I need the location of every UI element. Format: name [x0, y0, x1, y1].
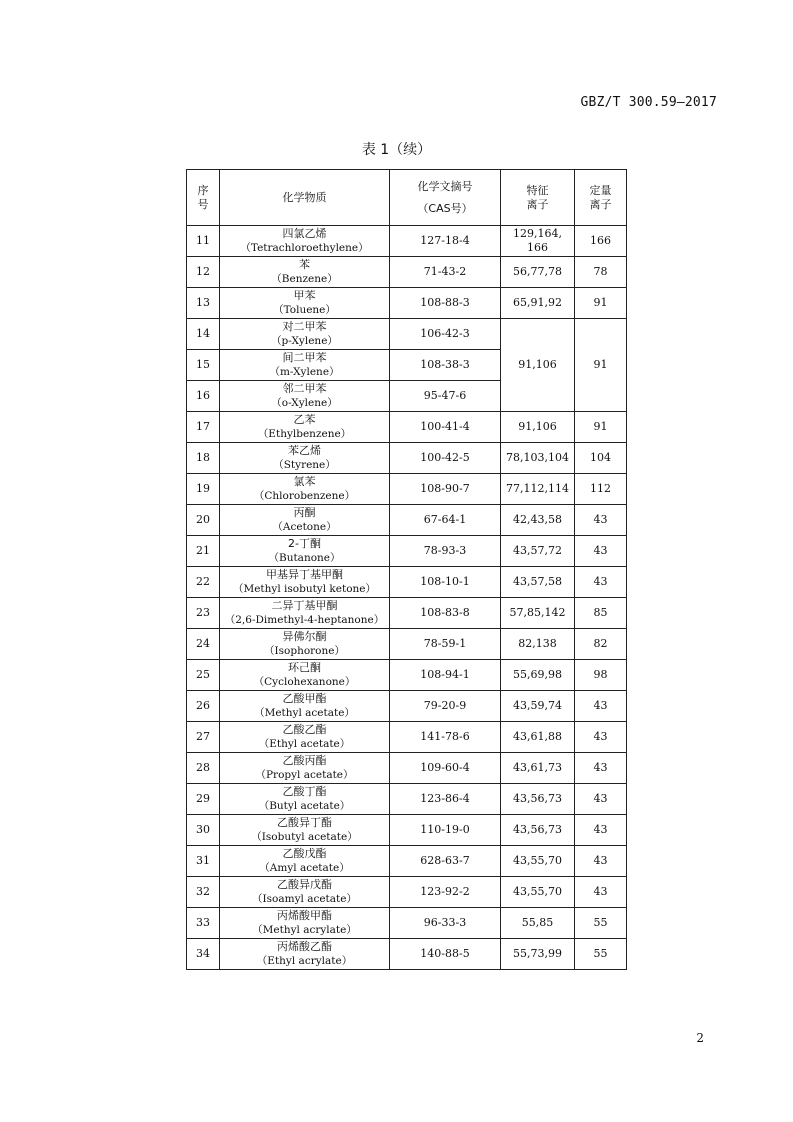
- substance-cn: 邻二甲苯: [282, 382, 327, 395]
- table-row: [187, 288, 627, 319]
- char-ions-line1: 129,164,: [513, 227, 562, 240]
- cas-cell: 108-83-8: [390, 598, 501, 629]
- header-cas-line2: （CAS号）: [417, 201, 473, 215]
- substance-cn: 甲基异丁基甲酮: [266, 568, 343, 581]
- substance-cell: [220, 381, 390, 412]
- substance-cn: 四氯乙烯: [282, 227, 327, 240]
- cas-cell: 100-41-4: [390, 412, 501, 443]
- substance-cell: [220, 877, 390, 908]
- table-row: [187, 567, 627, 598]
- substance-cn: 苯乙烯: [288, 444, 321, 457]
- seq-cell: 25: [187, 660, 220, 691]
- quant-ion-cell: 43: [575, 722, 627, 753]
- substance-cell: [220, 319, 390, 350]
- substance-cell: [220, 443, 390, 474]
- substance-cell: [220, 598, 390, 629]
- char-ions-cell: 55,69,98: [501, 660, 575, 691]
- seq-cell: 14: [187, 319, 220, 350]
- substance-en: （Tetrachloroethylene）: [240, 242, 369, 254]
- cas-cell: 628-63-7: [390, 846, 501, 877]
- header-seq-line2: 号: [197, 197, 209, 211]
- substance-cell: [220, 288, 390, 319]
- table-row: [187, 908, 627, 939]
- substance-cell: [220, 257, 390, 288]
- seq-cell: 27: [187, 722, 220, 753]
- substance-cell: [220, 815, 390, 846]
- substance-en: （Ethyl acetate）: [258, 738, 351, 750]
- char-ions-cell: 43,61,73: [501, 753, 575, 784]
- cas-cell: 100-42-5: [390, 443, 501, 474]
- table-row: [187, 753, 627, 784]
- table-row: [187, 598, 627, 629]
- seq-cell: 19: [187, 474, 220, 505]
- table-row: [187, 784, 627, 815]
- quant-ion-cell: 55: [575, 908, 627, 939]
- substance-en: （Chlorobenzene）: [253, 490, 356, 502]
- quant-ion-cell: 112: [575, 474, 627, 505]
- quant-ion-cell: 82: [575, 629, 627, 660]
- seq-cell: 17: [187, 412, 220, 443]
- cas-cell: 71-43-2: [390, 257, 501, 288]
- substance-cn: 氯苯: [293, 475, 316, 488]
- char-ions-cell: 78,103,104: [501, 443, 575, 474]
- seq-cell: 18: [187, 443, 220, 474]
- substance-cn: 丙烯酸甲酯: [277, 909, 332, 922]
- cas-cell: 127-18-4: [390, 226, 501, 257]
- quant-ion-cell: 91: [575, 319, 627, 412]
- substance-cell: [220, 226, 390, 257]
- substance-cell: [220, 474, 390, 505]
- char-ions-cell: 43,59,74: [501, 691, 575, 722]
- char-ions-cell: 91,106: [501, 319, 575, 412]
- cas-cell: 109-60-4: [390, 753, 501, 784]
- cas-cell: 123-86-4: [390, 784, 501, 815]
- quant-ion-cell: 91: [575, 288, 627, 319]
- char-ions-cell: 43,55,70: [501, 846, 575, 877]
- table-row: [187, 474, 627, 505]
- chemical-table: [186, 169, 627, 970]
- cas-cell: 95-47-6: [390, 381, 501, 412]
- header-cas-line1: 化学文摘号: [417, 179, 473, 193]
- substance-en: （Amyl acetate）: [259, 862, 350, 874]
- substance-cn: 乙酸甲酯: [282, 692, 327, 705]
- substance-cn: 乙酸异丁酯: [277, 816, 332, 829]
- quant-ion-cell: 43: [575, 815, 627, 846]
- header-char-ions: [501, 170, 575, 226]
- char-ions-cell: 91,106: [501, 412, 575, 443]
- table-row: [187, 412, 627, 443]
- seq-cell: 22: [187, 567, 220, 598]
- substance-cn: 乙苯: [293, 413, 316, 426]
- table-row: [187, 939, 627, 970]
- quant-ion-cell: 166: [575, 226, 627, 257]
- substance-cn: 乙酸异戊酯: [277, 878, 332, 891]
- char-ions-cell: 77,112,114: [501, 474, 575, 505]
- substance-cn: 间二甲苯: [282, 351, 327, 364]
- header-cas: [390, 170, 501, 226]
- substance-cell: [220, 939, 390, 970]
- substance-cn: 2-丁酮: [288, 537, 321, 550]
- substance-cn: 丙烯酸乙酯: [277, 940, 332, 953]
- substance-en: （Styrene）: [273, 459, 336, 471]
- table-row: [187, 877, 627, 908]
- substance-cn: 乙酸丙酯: [282, 754, 327, 767]
- substance-cell: [220, 350, 390, 381]
- substance-cell: [220, 908, 390, 939]
- seq-cell: 30: [187, 815, 220, 846]
- seq-cell: 21: [187, 536, 220, 567]
- char-ions-cell: 43,57,72: [501, 536, 575, 567]
- cas-cell: 108-88-3: [390, 288, 501, 319]
- substance-en: （Benzene）: [271, 273, 338, 285]
- substance-en: （o-Xylene）: [271, 397, 338, 409]
- substance-en: （p-Xylene）: [271, 335, 338, 347]
- char-ions-cell: 55,73,99: [501, 939, 575, 970]
- substance-en: （Toluene）: [273, 304, 336, 316]
- char-ions-cell: 56,77,78: [501, 257, 575, 288]
- table-title: 表 1（续）: [361, 142, 432, 158]
- quant-ion-cell: 98: [575, 660, 627, 691]
- header-substance: 化学物质: [220, 170, 390, 226]
- table-row: [187, 846, 627, 877]
- seq-cell: 34: [187, 939, 220, 970]
- substance-en: （Methyl acrylate）: [252, 924, 357, 936]
- char-ions-cell: 43,56,73: [501, 784, 575, 815]
- substance-cell: [220, 536, 390, 567]
- char-ions-cell: 42,43,58: [501, 505, 575, 536]
- quant-ion-cell: 85: [575, 598, 627, 629]
- quant-ion-cell: 104: [575, 443, 627, 474]
- quant-ion-cell: 43: [575, 567, 627, 598]
- page-number: 2: [696, 1031, 704, 1045]
- substance-en: （m-Xylene）: [269, 366, 340, 378]
- table-row: [187, 815, 627, 846]
- table-row: [187, 443, 627, 474]
- substance-en: （Isophorone）: [264, 645, 345, 657]
- cas-cell: 108-94-1: [390, 660, 501, 691]
- seq-cell: 29: [187, 784, 220, 815]
- char-ions-cell: 57,85,142: [501, 598, 575, 629]
- substance-cn: 苯: [299, 258, 310, 271]
- header-char-line2: 离子: [526, 197, 549, 211]
- char-ions-cell: 65,91,92: [501, 288, 575, 319]
- char-ions-cell: 43,55,70: [501, 877, 575, 908]
- substance-en: （Butyl acetate）: [258, 800, 351, 812]
- substance-cn: 乙酸乙酯: [282, 723, 327, 736]
- header-seq: [187, 170, 220, 226]
- quant-ion-cell: 43: [575, 877, 627, 908]
- seq-cell: 12: [187, 257, 220, 288]
- seq-cell: 33: [187, 908, 220, 939]
- table-row: [187, 629, 627, 660]
- substance-cell: [220, 505, 390, 536]
- char-ions-cell: 55,85: [501, 908, 575, 939]
- substance-en: （Acetone）: [272, 521, 337, 533]
- seq-cell: 26: [187, 691, 220, 722]
- substance-en: （2,6-Dimethyl-4-heptanone）: [224, 614, 385, 626]
- cas-cell: 123-92-2: [390, 877, 501, 908]
- substance-cell: [220, 753, 390, 784]
- char-ions-cell: 43,57,58: [501, 567, 575, 598]
- char-ions-line2: 166: [527, 241, 548, 254]
- substance-cell: [220, 629, 390, 660]
- header-seq-line1: 序: [197, 183, 209, 197]
- quant-ion-cell: 43: [575, 536, 627, 567]
- table-row: [187, 505, 627, 536]
- quant-ion-cell: 78: [575, 257, 627, 288]
- cas-cell: 106-42-3: [390, 319, 501, 350]
- char-ions-cell: 43,61,88: [501, 722, 575, 753]
- substance-cell: [220, 660, 390, 691]
- substance-cn: 乙酸戊酯: [282, 847, 327, 860]
- char-ions-cell: 43,56,73: [501, 815, 575, 846]
- substance-cn: 环己酮: [288, 661, 321, 674]
- quant-ion-cell: 43: [575, 691, 627, 722]
- substance-en: （Cyclohexanone）: [253, 676, 356, 688]
- substance-cell: [220, 784, 390, 815]
- substance-cn: 二异丁基甲酮: [271, 599, 338, 612]
- substance-en: （Methyl isobutyl ketone）: [232, 583, 377, 595]
- cas-cell: 78-59-1: [390, 629, 501, 660]
- char-ions-cell: [501, 226, 575, 257]
- cas-cell: 110-19-0: [390, 815, 501, 846]
- quant-ion-cell: 55: [575, 939, 627, 970]
- seq-cell: 11: [187, 226, 220, 257]
- substance-cn: 乙酸丁酯: [282, 785, 327, 798]
- seq-cell: 24: [187, 629, 220, 660]
- seq-cell: 28: [187, 753, 220, 784]
- table-row: [187, 226, 627, 257]
- substance-cell: [220, 567, 390, 598]
- seq-cell: 15: [187, 350, 220, 381]
- substance-en: （Ethyl acrylate）: [256, 955, 353, 967]
- substance-cell: [220, 846, 390, 877]
- substance-cell: [220, 412, 390, 443]
- cas-cell: 96-33-3: [390, 908, 501, 939]
- cas-cell: 140-88-5: [390, 939, 501, 970]
- cas-cell: 108-10-1: [390, 567, 501, 598]
- seq-cell: 31: [187, 846, 220, 877]
- substance-en: （Methyl acetate）: [254, 707, 355, 719]
- table-header-row: [187, 170, 627, 226]
- seq-cell: 23: [187, 598, 220, 629]
- table-row: [187, 536, 627, 567]
- table-row: [187, 319, 627, 350]
- cas-cell: 108-90-7: [390, 474, 501, 505]
- quant-ion-cell: 43: [575, 505, 627, 536]
- substance-cn: 异佛尔酮: [282, 630, 327, 643]
- document-code: GBZ/T 300.59—2017: [580, 95, 717, 110]
- header-quant-line2: 离子: [589, 197, 612, 211]
- substance-cn: 丙酮: [293, 506, 316, 519]
- char-ions-cell: 82,138: [501, 629, 575, 660]
- cas-cell: 108-38-3: [390, 350, 501, 381]
- seq-cell: 20: [187, 505, 220, 536]
- seq-cell: 13: [187, 288, 220, 319]
- table-row: [187, 691, 627, 722]
- seq-cell: 32: [187, 877, 220, 908]
- cas-cell: 141-78-6: [390, 722, 501, 753]
- header-char-line1: 特征: [526, 183, 549, 197]
- substance-en: （Isobutyl acetate）: [251, 831, 358, 843]
- table-row: [187, 660, 627, 691]
- quant-ion-cell: 91: [575, 412, 627, 443]
- substance-cn: 对二甲苯: [282, 320, 327, 333]
- table-row: [187, 722, 627, 753]
- cas-cell: 67-64-1: [390, 505, 501, 536]
- substance-cell: [220, 722, 390, 753]
- substance-cn: 甲苯: [293, 289, 316, 302]
- cas-cell: 79-20-9: [390, 691, 501, 722]
- seq-cell: 16: [187, 381, 220, 412]
- table-row: [187, 257, 627, 288]
- substance-en: （Isoamyl acetate）: [252, 893, 357, 905]
- header-quant-line1: 定量: [589, 183, 612, 197]
- quant-ion-cell: 43: [575, 846, 627, 877]
- substance-en: （Butanone）: [268, 552, 341, 564]
- substance-en: （Ethylbenzene）: [257, 428, 352, 440]
- substance-cell: [220, 691, 390, 722]
- cas-cell: 78-93-3: [390, 536, 501, 567]
- quant-ion-cell: 43: [575, 784, 627, 815]
- quant-ion-cell: 43: [575, 753, 627, 784]
- header-quant-ions: [575, 170, 627, 226]
- substance-en: （Propyl acetate）: [255, 769, 354, 781]
